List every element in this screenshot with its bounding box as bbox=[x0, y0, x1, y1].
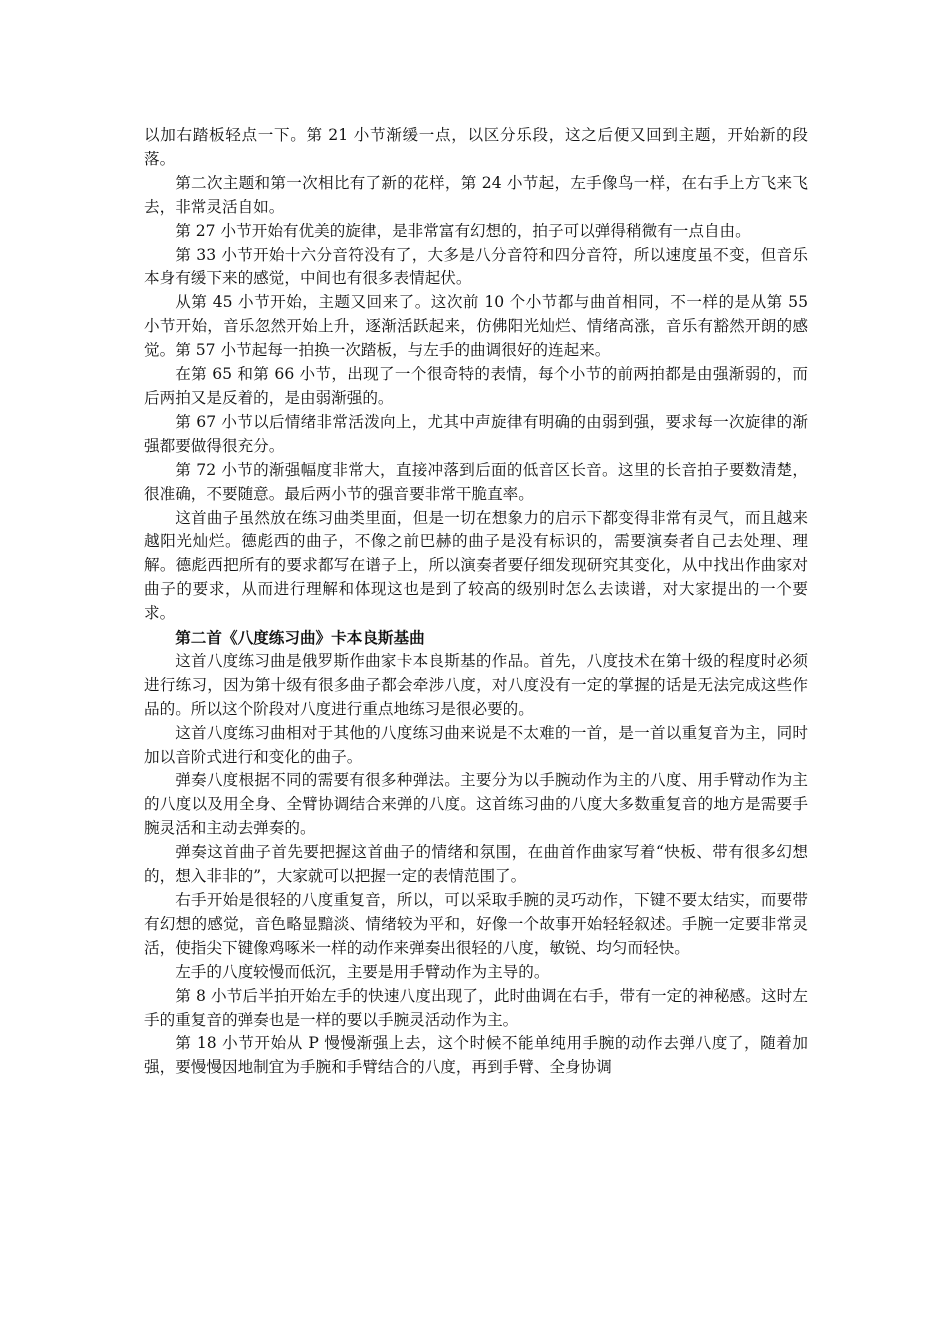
paragraph: 右手开始是很轻的八度重复音，所以，可以采取手腕的灵巧动作，下键不要太结实，而要带有幻想的感觉，音色略显黯淡、情绪较为平和，好像一个故事开始轻轻叙述。手腕一定要非常灵活，使指尖下键像鸡啄米一样的动作来弹奏出很轻的八度，敏锐、均匀而轻快。 bbox=[144, 891, 808, 957]
paragraph: 以加右踏板轻点一下。第 21 小节渐缓一点，以区分乐段，这之后便又回到主题，开始新的段落。 bbox=[144, 126, 808, 168]
paragraph: 第 27 小节开始有优美的旋律，是非常富有幻想的，拍子可以弹得稍微有一点自由。 bbox=[175, 221, 751, 240]
section-heading: 第二首《八度练习曲》卡本良斯基曲 bbox=[175, 628, 425, 648]
document-body bbox=[144, 124, 808, 1080]
paragraph: 这首八度练习曲相对于其他的八度练习曲来说是不太难的一首，是一首以重复音为主，同时加以音阶式进行和变化的曲子。 bbox=[144, 723, 808, 766]
paragraph: 这首曲子虽然放在练习曲类里面，但是一切在想象力的启示下都变得非常有灵气，而且越来越阳光灿烂。德彪西的曲子，不像之前巴赫的曲子是没有标识的，需要演奏者自己去处理、理解。德彪西把所有的要求都写在谱子上，所以演奏者要仔细发现研究其变化，从中找出作曲家对曲子的要求，从而进行理解和体现这也是到了较高的级别时怎么去读谱，对大家提出的一个要求。 bbox=[144, 508, 808, 623]
paragraph: 第 18 小节开始从 P 慢慢渐强上去，这个时候不能单纯用手腕的动作去弹八度了，随着加强，要慢慢因地制宜为手腕和手臂结合的八度，再到手臂、全身协调 bbox=[144, 1034, 808, 1077]
paragraph: 第 8 小节后半拍开始左手的快速八度出现了，此时曲调在右手，带有一定的神秘感。这时左手的重复音的弹奏也是一样的要以手腕灵活动作为主。 bbox=[144, 986, 808, 1029]
paragraph: 第二次主题和第一次相比有了新的花样，第 24 小节起，左手像鸟一样，在右手上方飞来飞去，非常灵活自如。 bbox=[144, 173, 808, 216]
paragraph: 第 72 小节的渐强幅度非常大，直接冲落到后面的低音区长音。这里的长音拍子要数清楚，很准确，不要随意。最后两小节的强音要非常干脆直率。 bbox=[144, 460, 808, 503]
paragraph: 左手的八度较慢而低沉，主要是用手臂动作为主导的。 bbox=[175, 962, 550, 981]
paragraph: 弹奏八度根据不同的需要有很多种弹法。主要分为以手腕动作为主的八度、用手臂动作为主的八度以及用全身、全臂协调结合来弹的八度。这首练习曲的八度大多数重复音的地方是需要手腕灵活和主动去弹奏的。 bbox=[144, 771, 808, 838]
paragraph: 在第 65 和第 66 小节，出现了一个很奇特的表情，每个小节的前两拍都是由强渐弱的，而后两拍又是反着的，是由弱渐强的。 bbox=[144, 365, 808, 407]
paragraph: 第 67 小节以后情绪非常活泼向上，尤其中声旋律有明确的由弱到强，要求每一次旋律的渐强都要做得很充分。 bbox=[144, 412, 808, 455]
paragraph: 第 33 小节开始十六分音符没有了，大多是八分音符和四分音符，所以速度虽不变，但音乐本身有缓下来的感觉，中间也有很多表情起伏。 bbox=[144, 245, 808, 288]
paragraph: 从第 45 小节开始，主题又回来了。这次前 10 个小节都与曲首相同，不一样的是从第 55 小节开始，音乐忽然开始上升，逐渐活跃起来，仿佛阳光灿烂、情绪高涨，音乐有豁然开朗的感觉。第 57 小节起每一拍换一次踏板，与左手的曲调很好的连起来。 bbox=[144, 293, 808, 360]
paragraph: 这首八度练习曲是俄罗斯作曲家卡本良斯基的作品。首先，八度技术在第十级的程度时必须进行练习，因为第十级有很多曲子都会牵涉八度，对八度没有一定的掌握的话是无法完成这些作品的。所以这个阶段对八度进行重点地练习是很必要的。 bbox=[144, 651, 808, 718]
paragraph: 弹奏这首曲子首先要把握这首曲子的情绪和氛围，在曲首作曲家写着“快板、带有很多幻想的，想入非非的”，大家就可以把握一定的表情范围了。 bbox=[144, 843, 808, 886]
